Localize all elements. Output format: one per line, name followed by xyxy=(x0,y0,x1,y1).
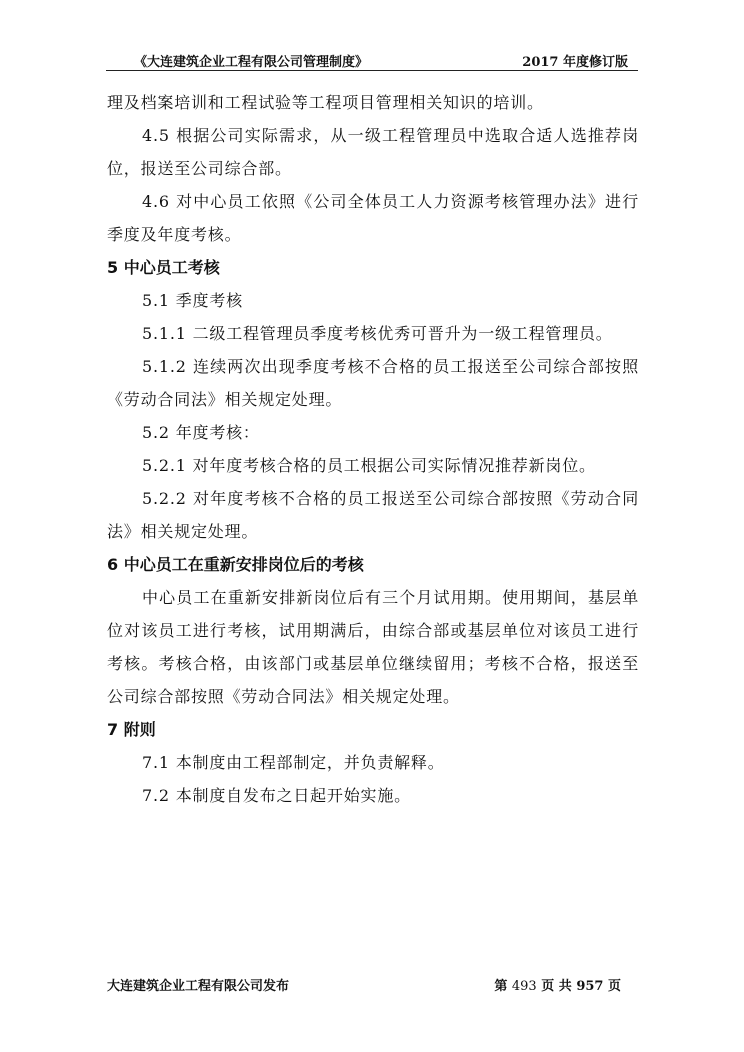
section-heading-7: 7 附则 xyxy=(107,720,156,739)
paragraph-continuation: 理及档案培训和工程试验等工程项目管理相关知识的培训。 xyxy=(107,93,544,112)
page-footer xyxy=(107,975,627,995)
header-edition: 2017 年度修订版 xyxy=(522,55,628,70)
header-title: 《大连建筑企业工程有限公司管理制度》 xyxy=(134,55,369,70)
paragraph-5-1: 5.1 季度考核 xyxy=(142,291,243,310)
page-mid: 页 共 xyxy=(541,979,572,994)
page-prefix: 第 xyxy=(494,979,508,994)
paragraph-5-2-2: 5.2.2 对年度考核不合格的员工报送至公司综合部按照《劳动合同法》相关规定处理。 xyxy=(107,489,639,541)
footer-publisher: 大连建筑企业工程有限公司发布 xyxy=(107,979,290,994)
paragraph-5-1-1: 5.1.1 二级工程管理员季度考核优秀可晋升为一级工程管理员。 xyxy=(142,324,613,343)
paragraph-7-1: 7.1 本制度由工程部制定，并负责解释。 xyxy=(142,753,445,772)
paragraph-5-1-2: 5.1.2 连续两次出现季度考核不合格的员工报送至公司综合部按照《劳动合同法》相关规定处理。 xyxy=(107,357,639,409)
section-heading-5: 5 中心员工考核 xyxy=(107,258,220,277)
page-header xyxy=(106,48,638,70)
document-body xyxy=(107,86,639,812)
section-heading-6: 6 中心员工在重新安排岗位后的考核 xyxy=(107,555,364,574)
page-total: 957 xyxy=(576,979,604,994)
header-divider xyxy=(106,70,638,71)
paragraph-4-6: 4.6 对中心员工依照《公司全体员工人力资源考核管理办法》进行季度及年度考核。 xyxy=(107,192,639,244)
paragraph-5-2: 5.2 年度考核： xyxy=(142,423,260,442)
paragraph-7-2: 7.2 本制度自发布之日起开始实施。 xyxy=(142,786,411,805)
page-number xyxy=(494,975,621,994)
paragraph-6: 中心员工在重新安排新岗位后有三个月试用期。使用期间，基层单位对该员工进行考核，试用期满后，由综合部或基层单位对该员工进行考核。考核合格，由该部门或基层单位继续留用；考核不合格，报送至公司综合部按照《劳动合同法》相关规定处理。 xyxy=(107,588,639,706)
page-suffix: 页 xyxy=(607,979,621,994)
paragraph-5-2-1: 5.2.1 对年度考核合格的员工根据公司实际情况推荐新岗位。 xyxy=(142,456,596,475)
paragraph-4-5: 4.5 根据公司实际需求，从一级工程管理员中选取合适人选推荐岗位，报送至公司综合部。 xyxy=(107,126,639,178)
page-current: 493 xyxy=(511,979,537,994)
